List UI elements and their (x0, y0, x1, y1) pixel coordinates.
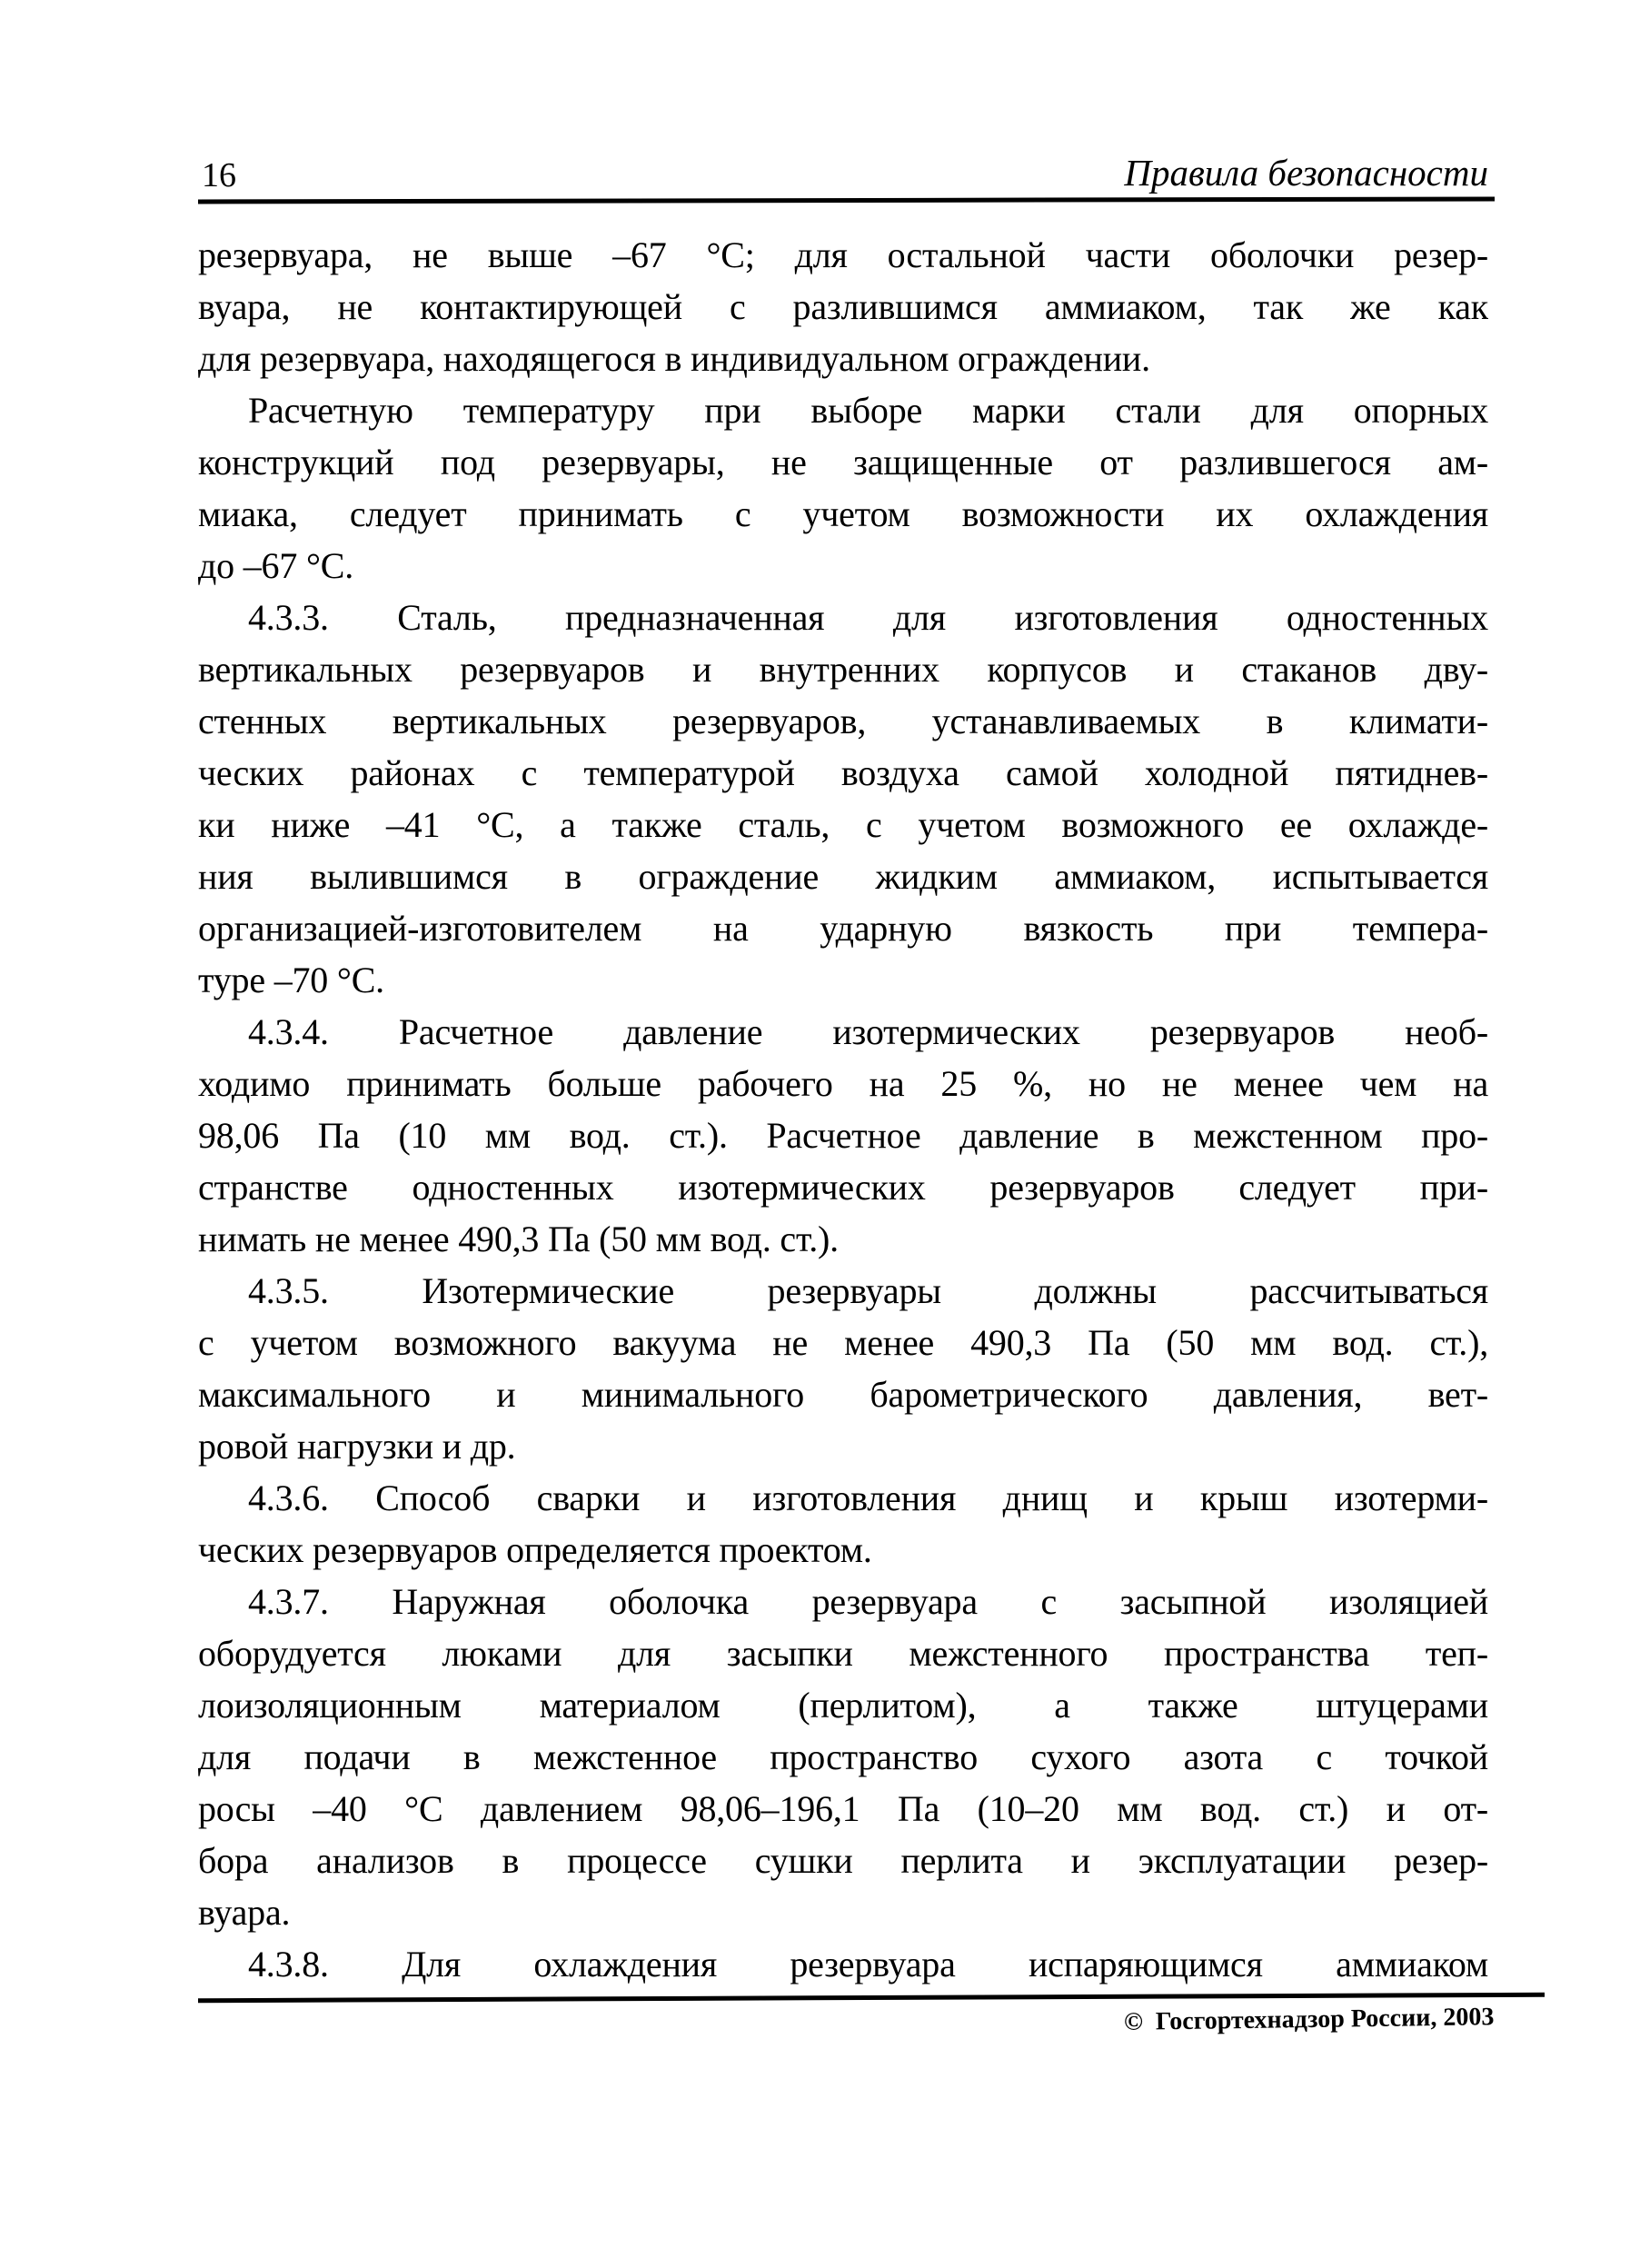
text-line: 4.3.3. Сталь, предназначенная для изготовления одностенных (248, 597, 1488, 638)
paragraph (198, 1472, 1488, 1576)
text-line: нимать не менее 490,3 Па (50 мм вод. ст.). (198, 1219, 839, 1259)
paragraph (198, 1006, 1488, 1265)
header-rule (198, 197, 1495, 204)
paragraph (198, 592, 1488, 1006)
text-line: 4.3.7. Наружная оболочка резервуара с засыпной изоляцией (248, 1581, 1488, 1622)
text-line: до –67 °С. (198, 545, 354, 586)
text-line: вуара, не контактирующей с разлившимся аммиаком, так же как (198, 286, 1488, 327)
text-line: 98,06 Па (10 мм вод. ст.). Расчетное давление в межстенном про- (198, 1115, 1488, 1156)
paragraph (198, 1265, 1488, 1472)
body-text (198, 229, 1488, 1990)
text-line: конструкций под резервуары, не защищенные от разлившегося ам- (198, 442, 1488, 482)
paragraph (198, 384, 1488, 592)
text-line: росы –40 °С давлением 98,06–196,1 Па (10–20 мм вод. ст.) и от- (198, 1788, 1488, 1829)
text-line: лоизоляционным материалом (перлитом), а также штуцерами (198, 1685, 1488, 1726)
footer-rule (198, 1993, 1545, 2003)
text-line: 4.3.8. Для охлаждения резервуара испаряющимся аммиаком (248, 1944, 1488, 1984)
text-line: с учетом возможного вакуума не менее 490,3 Па (50 мм вод. ст.), (198, 1322, 1488, 1363)
text-line: максимального и минимального барометрического давления, вет- (198, 1374, 1488, 1415)
text-line: вуара. (198, 1892, 291, 1933)
text-line: ния вылившимся в ограждение жидким аммиаком, испытывается (198, 856, 1488, 897)
text-line: ческих районах с температурой воздуха самой холодной пятиднев- (198, 752, 1488, 793)
text-line: ки ниже –41 °С, а также сталь, с учетом возможного ее охлажде- (198, 804, 1488, 845)
page-number: 16 (202, 156, 236, 194)
text-line: 4.3.6. Способ сварки и изготовления днищ и крыш изотерми- (248, 1477, 1488, 1518)
text-line: оборудуется люками для засыпки межстенного пространства теп- (198, 1633, 1488, 1674)
text-line: странстве одностенных изотермических резервуаров следует при- (198, 1167, 1488, 1208)
text-line: для подачи в межстенное пространство сухого азота с точкой (198, 1736, 1488, 1777)
text-line: ровой нагрузки и др. (198, 1426, 516, 1467)
text-line: стенных вертикальных резервуаров, устанавливаемых в климати- (198, 701, 1488, 741)
paragraph (198, 1938, 1488, 1990)
text-line: вертикальных резервуаров и внутренних корпусов и стаканов дву- (198, 649, 1488, 690)
copyright-notice (1123, 2002, 1494, 2038)
text-line: организацией-изготовителем на ударную вязкость при темпера- (198, 908, 1488, 949)
text-line: 4.3.4. Расчетное давление изотермических резервуаров необ- (248, 1011, 1488, 1052)
copyright-icon: © (1123, 2007, 1143, 2036)
text-line: миака, следует принимать с учетом возможности их охлаждения (198, 493, 1488, 534)
running-title: Правила безопасности (1124, 152, 1488, 194)
text-line: бора анализов в процессе сушки перлита и эксплуатации резер- (198, 1840, 1488, 1881)
text-line: ходимо принимать больше рабочего на 25 %, но не менее чем на (198, 1063, 1488, 1104)
text-line: туре –70 °С. (198, 960, 384, 1000)
text-line: резервуара, не выше –67 °С; для остальной части оболочки резер- (198, 234, 1488, 275)
paragraph (198, 229, 1488, 384)
text-line: ческих резервуаров определяется проектом. (198, 1529, 872, 1570)
text-line: 4.3.5. Изотермические резервуары должны рассчитываться (248, 1270, 1488, 1311)
text-line: для резервуара, находящегося в индивидуальном ограждении. (198, 338, 1150, 379)
text-line: Расчетную температуру при выборе марки стали для опорных (248, 390, 1488, 431)
paragraph (198, 1576, 1488, 1938)
copyright-text: Госгортехнадзор России, 2003 (1155, 2003, 1495, 2036)
